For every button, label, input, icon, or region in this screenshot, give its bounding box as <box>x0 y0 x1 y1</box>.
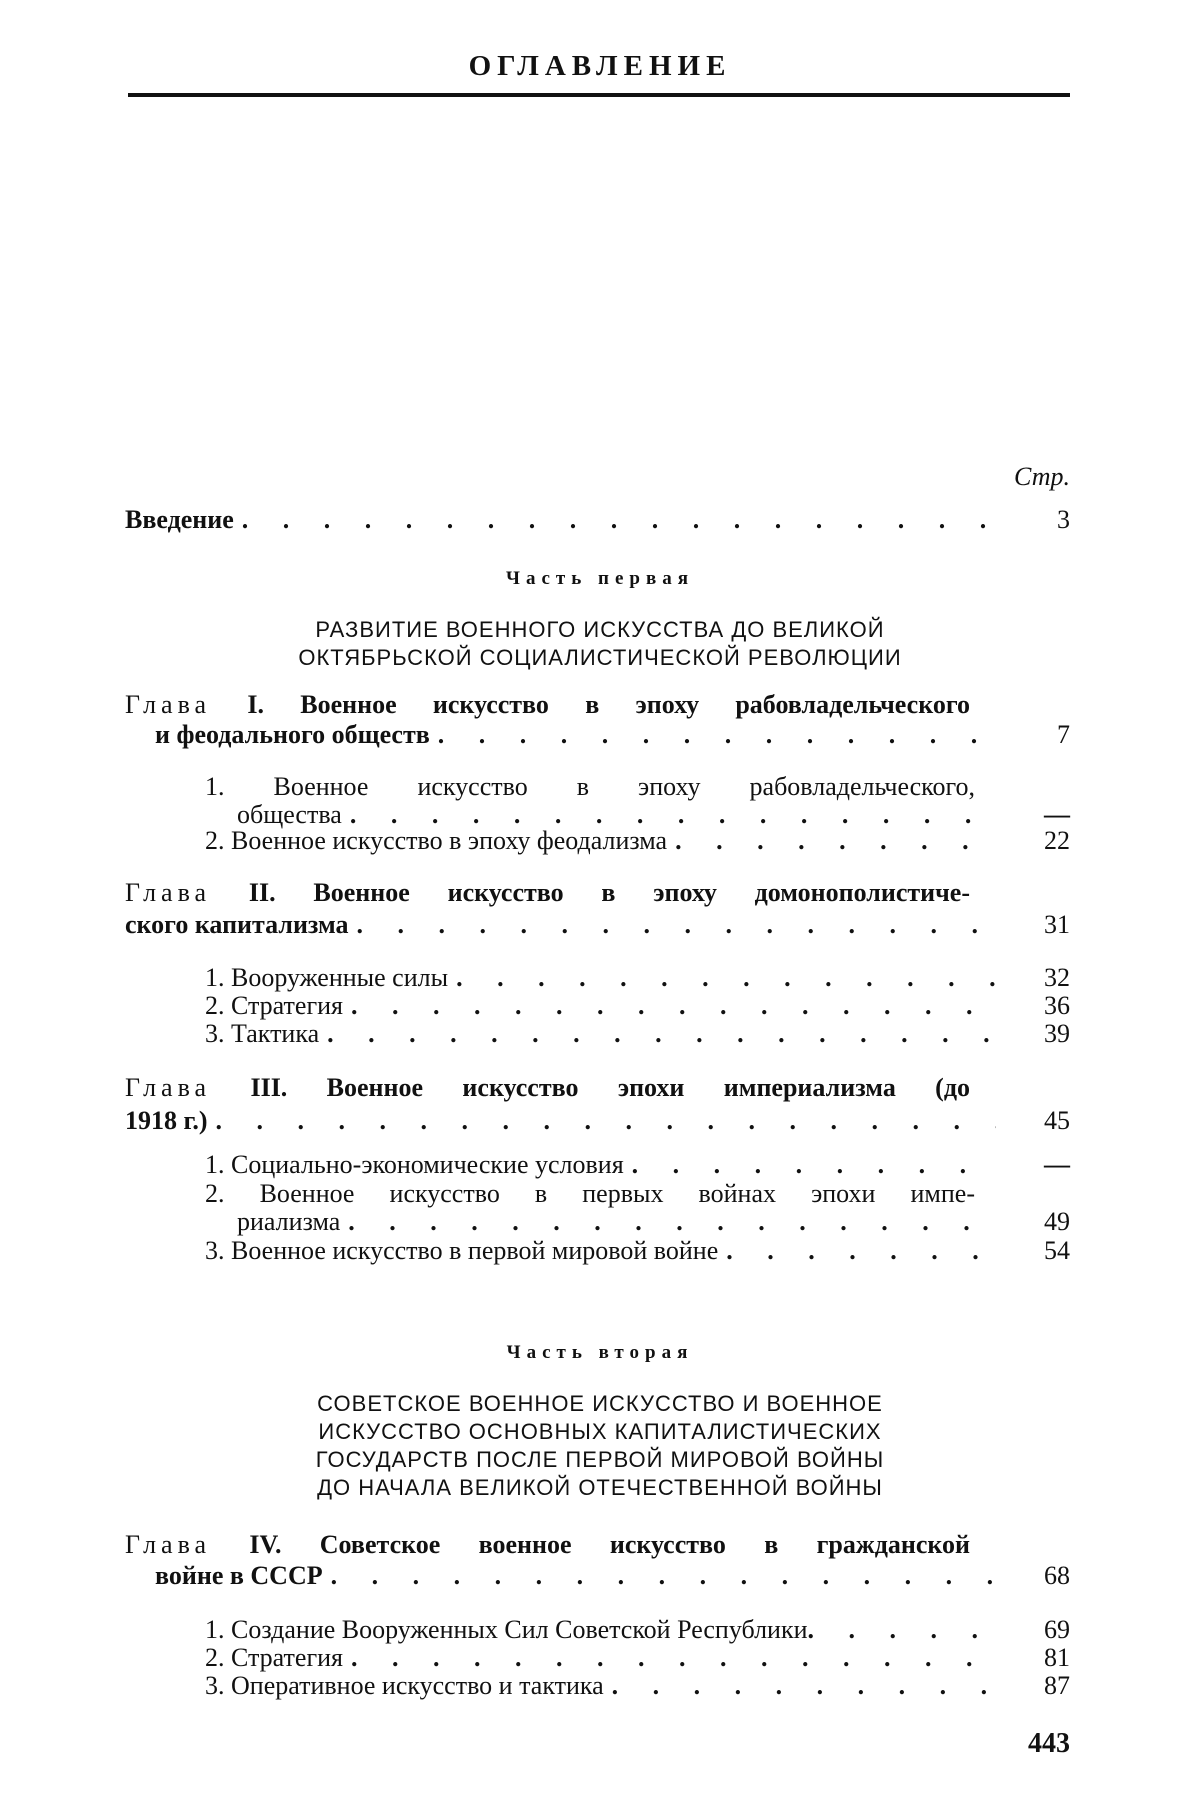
part-label: Часть первая <box>506 568 694 589</box>
leader-dots <box>348 1207 996 1237</box>
toc-page-number: 49 <box>1044 1207 1070 1236</box>
toc-subentry[interactable]: 1. Вооруженные силы . . . 32 <box>205 963 1070 993</box>
chapter-heading-line[interactable]: Глава III. Военное искусство эпохи империализма (до <box>125 1073 970 1102</box>
chapter-heading-line[interactable]: Глава I. Военное искусство в эпоху рабовладельческого <box>125 690 970 719</box>
toc-page-number: — <box>1044 1150 1070 1179</box>
toc-page-number: — <box>1044 800 1070 829</box>
toc-subentry[interactable]: 1. Социально-экономические условия . . . — <box>205 1150 1070 1180</box>
toc-entry-chapter[interactable]: войне в СССР . . . 68 <box>155 1561 1070 1591</box>
chapter-heading-line[interactable]: Глава IV. Советское военное искусство в гражданской <box>125 1530 970 1559</box>
toc-subentry[interactable]: 1. Создание Вооруженных Сил Советской Республики . . . 69 <box>205 1615 1070 1645</box>
toc-entry-intro[interactable] <box>125 505 1070 535</box>
leader-dots <box>331 1561 996 1591</box>
leader-dots <box>456 963 996 993</box>
toc-page-number: 68 <box>1044 1561 1070 1590</box>
part-title-line: ГОСУДАРСТВ ПОСЛЕ ПЕРВОЙ МИРОВОЙ ВОЙНЫ <box>315 1447 885 1472</box>
toc-page-number: 87 <box>1044 1671 1070 1700</box>
leader-dots <box>242 505 996 535</box>
leader-dots <box>357 910 996 940</box>
part-title-line: ДО НАЧАЛА ВЕЛИКОЙ ОТЕЧЕСТВЕННОЙ ВОЙНЫ <box>317 1475 883 1500</box>
toc-entry-chapter[interactable]: и феодального обществ . . . 7 <box>155 720 1070 750</box>
toc-entry-text: Введение <box>125 505 234 534</box>
part-title-line: ОКТЯБРЬСКОЙ СОЦИАЛИСТИЧЕСКОЙ РЕВОЛЮЦИИ <box>298 645 902 670</box>
toc-page-number: 54 <box>1044 1236 1070 1265</box>
toc-page-number: 36 <box>1044 991 1070 1020</box>
leader-dots <box>438 720 996 750</box>
page-column-label: Стр. <box>1014 462 1070 491</box>
part-title-line: ИСКУССТВО ОСНОВНЫХ КАПИТАЛИСТИЧЕСКИХ <box>318 1419 882 1444</box>
part-label: Часть вторая <box>506 1342 694 1363</box>
toc-page-number: 32 <box>1044 963 1070 992</box>
leader-dots <box>675 826 996 856</box>
toc-page-number: 39 <box>1044 1019 1070 1048</box>
toc-page-number: 69 <box>1044 1615 1070 1644</box>
toc-subentry[interactable]: 3. Тактика . . . 39 <box>205 1019 1070 1049</box>
leader-dots <box>808 1615 996 1645</box>
toc-subentry[interactable]: 2. Стратегия . . . 81 <box>205 1643 1070 1673</box>
toc-subentry[interactable]: общества . . . — <box>237 800 1070 830</box>
chapter-heading-line[interactable]: Глава II. Военное искусство в эпоху домонополистиче- <box>125 878 970 907</box>
toc-subentry[interactable]: 3. Военное искусство в первой мировой войне . . . 54 <box>205 1236 1070 1266</box>
toc-page-number: 7 <box>1057 720 1070 749</box>
title-rule <box>128 93 1070 97</box>
part-title-line: СОВЕТСКОЕ ВОЕННОЕ ИСКУССТВО И ВОЕННОЕ <box>317 1391 883 1416</box>
leader-dots <box>327 1019 996 1049</box>
toc-subentry[interactable]: риализма . . . 49 <box>237 1207 1070 1237</box>
toc-subentry-line[interactable]: 2. Военное искусство в первых войнах эпохи импе- <box>205 1179 975 1208</box>
leader-dots <box>632 1150 996 1180</box>
toc-subentry[interactable]: 2. Стратегия . . . 36 <box>205 991 1070 1021</box>
toc-subentry-line[interactable]: 1. Военное искусство в эпоху рабовладельческого, <box>205 772 975 801</box>
page-title: ОГЛАВЛЕНИЕ <box>468 50 732 82</box>
part-title-line: РАЗВИТИЕ ВОЕННОГО ИСКУССТВА ДО ВЕЛИКОЙ <box>315 617 885 642</box>
toc-page-number: 81 <box>1044 1643 1070 1672</box>
toc-page-number: 45 <box>1044 1106 1070 1135</box>
toc-subentry[interactable]: 2. Военное искусство в эпоху феодализма . . . 22 <box>205 826 1070 856</box>
toc-page-number: 3 <box>1057 505 1070 534</box>
toc-subentry[interactable]: 3. Оперативное искусство и тактика . . . 87 <box>205 1671 1070 1701</box>
leader-dots <box>726 1236 996 1266</box>
leader-dots <box>216 1106 996 1136</box>
toc-entry-chapter[interactable]: ского капитализма . . . 31 <box>125 910 1070 940</box>
page-number: 443 <box>1028 1728 1070 1759</box>
toc-page-number: 22 <box>1044 826 1070 855</box>
toc-entry-chapter[interactable]: 1918 г.) . . . 45 <box>125 1106 1070 1136</box>
leader-dots <box>351 1643 996 1673</box>
toc-page-number: 31 <box>1044 910 1070 939</box>
leader-dots <box>612 1671 996 1701</box>
leader-dots <box>351 991 996 1021</box>
